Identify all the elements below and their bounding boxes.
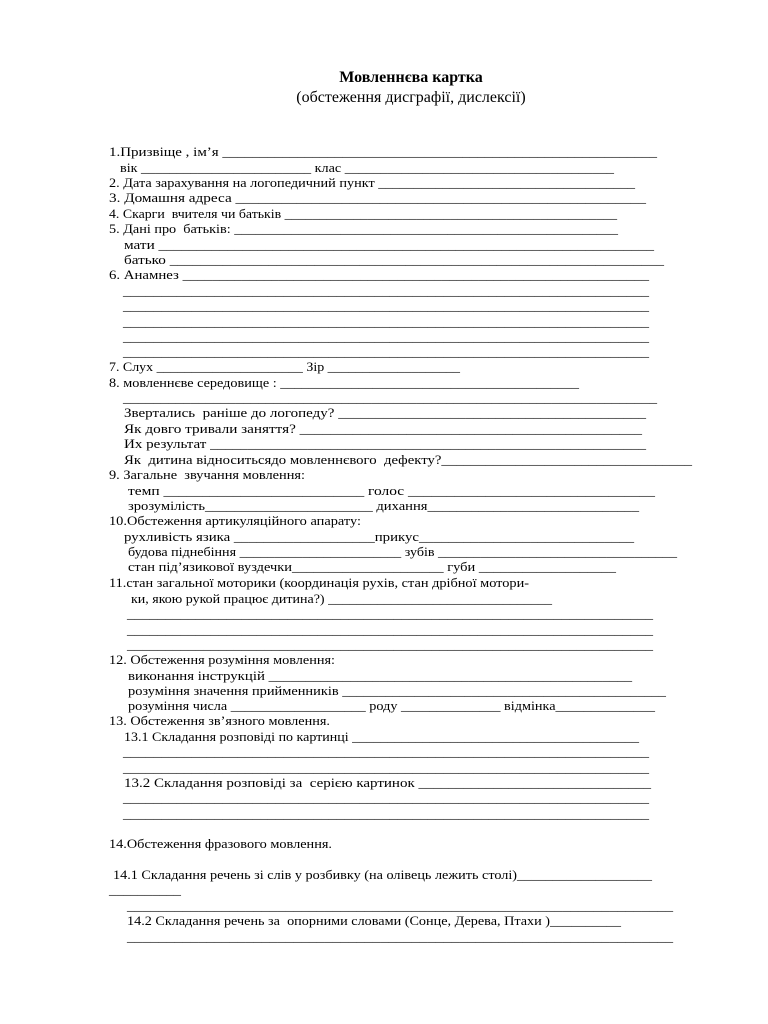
field-sentences-from-words[interactable]: 14.1 Складання речень зі слів у розбивку (на олівець лежить столі)___________________	[113, 867, 652, 882]
field-parents-info[interactable]: 5. Дані про батьків: ______________________________________________________	[109, 221, 618, 236]
section-speech-comprehension: 12. Обстеження розуміння мовлення:	[109, 652, 335, 667]
field-attitude-to-defect[interactable]: Як дитина відноситьсядо мовленнєвого дефекту?__________________________________	[124, 452, 692, 467]
field-previous-speech-therapy[interactable]: Звертались раніше до логопеду? _________________________________________	[124, 405, 646, 420]
field-picture-story-line[interactable]: _____________________________________________________________________	[123, 744, 649, 759]
field-father[interactable]: батько _________________________________________________________________	[124, 252, 664, 267]
field-sessions-duration[interactable]: Як довго тривали заняття? _____________________________________________	[124, 421, 642, 436]
field-sentences-from-support-words[interactable]: 14.2 Складання речень за опорними словами (Сонце, Дерева, Птахи )__________	[127, 913, 621, 928]
field-tempo-voice[interactable]: темп __________________________ голос ________________________________	[128, 483, 655, 498]
field-anamnesis-line[interactable]: _____________________________________________________________________	[123, 314, 649, 329]
field-intelligibility-breathing[interactable]: зрозумілість_______________________ дихання_____________________________	[128, 498, 639, 513]
field-picture-series-story[interactable]: 13.2 Складання розповіді за серією картинок _______________________________	[124, 775, 651, 790]
field-sentences-from-support-words-line[interactable]: _____________________________________________________________________	[127, 929, 673, 944]
field-anamnesis-line[interactable]: _____________________________________________________________________	[123, 283, 649, 298]
field-motor-skills-line[interactable]: _____________________________________________________________________	[127, 637, 653, 652]
field-speech-environment[interactable]: 8. мовленнєве середовище : __________________________________________	[109, 375, 579, 390]
field-motor-skills-line[interactable]: _____________________________________________________________________	[127, 606, 653, 621]
section-coherent-speech: 13. Обстеження зв’язного мовлення.	[109, 713, 330, 728]
field-picture-story[interactable]: 13.1 Складання розповіді по картинці _________________________________________	[124, 729, 639, 744]
field-sentences-from-words-line[interactable]: _____________________________________________________________________	[127, 898, 673, 913]
field-motor-skills-line[interactable]: _____________________________________________________________________	[127, 622, 653, 637]
section-general-motor-skills: 11.стан загальної моторики (координація рухів, стан дрібної мотори-	[109, 575, 529, 590]
field-picture-series-story-line[interactable]: _____________________________________________________________________	[123, 806, 649, 821]
field-mother[interactable]: мати _________________________________________________________________	[124, 237, 654, 252]
field-prepositions-understanding[interactable]: розуміння значення прийменників _____________________________________________	[128, 683, 666, 698]
field-number-gender-case[interactable]: розуміння числа ___________________ роду ______________ відмінка______________	[128, 698, 655, 713]
field-anamnesis-line[interactable]: _____________________________________________________________________	[123, 329, 649, 344]
field-anamnesis-line[interactable]: _____________________________________________________________________	[123, 344, 649, 359]
field-sentences-from-words-continuation[interactable]: __________	[109, 882, 181, 897]
section-phrasal-speech: 14.Обстеження фразового мовлення.	[109, 836, 332, 851]
section-articulation-apparatus: 10.Обстеження артикуляційного апарату:	[109, 513, 361, 528]
field-home-address[interactable]: 3. Домашня адреса ______________________________________________________	[109, 190, 646, 205]
field-speech-environment-line[interactable]: _______________________________________________________________________	[123, 390, 657, 405]
field-surname-name[interactable]: 1.Призвіще , ім’я __________________________________________________________	[109, 144, 657, 159]
field-palate-teeth[interactable]: будова піднебіння _______________________ зубів __________________________________	[128, 544, 677, 559]
field-hearing-vision[interactable]: 7. Слух _____________________ Зір ___________________	[109, 359, 460, 374]
field-tongue-mobility-bite[interactable]: рухливість язика ___________________прикус_____________________________	[124, 529, 634, 544]
field-anamnesis-line[interactable]: _____________________________________________________________________	[123, 298, 649, 313]
page-title: Мовленнєва картка	[339, 69, 483, 86]
field-motor-skills[interactable]: ки, якою рукой працює дитина?) ________________________________	[131, 591, 552, 606]
field-following-instructions[interactable]: виконання інструкцій _________________________________________________	[128, 668, 632, 683]
field-anamnesis[interactable]: 6. Анамнез _______________________________________________________________	[109, 267, 649, 282]
field-age-class[interactable]: вік ________________________ клас ______________________________________	[120, 160, 614, 175]
field-picture-series-story-line[interactable]: _____________________________________________________________________	[123, 790, 649, 805]
section-general-speech-sound: 9. Загальне звучання мовлення:	[109, 467, 305, 482]
field-picture-story-line[interactable]: _____________________________________________________________________	[123, 760, 649, 775]
field-results[interactable]: Их результат __________________________________________________________	[124, 436, 646, 451]
field-complaints[interactable]: 4. Скарги вчителя чи батьків ________________________________________________	[109, 206, 617, 221]
field-enrollment-date[interactable]: 2. Дата зарахування на логопедичний пункт ____________________________________	[109, 175, 635, 190]
page-subtitle: (обстеження дисграфії, дислексії)	[296, 89, 526, 106]
field-frenulum-lips[interactable]: стан під’язикової вуздечки_____________________ губи ___________________	[128, 559, 616, 574]
